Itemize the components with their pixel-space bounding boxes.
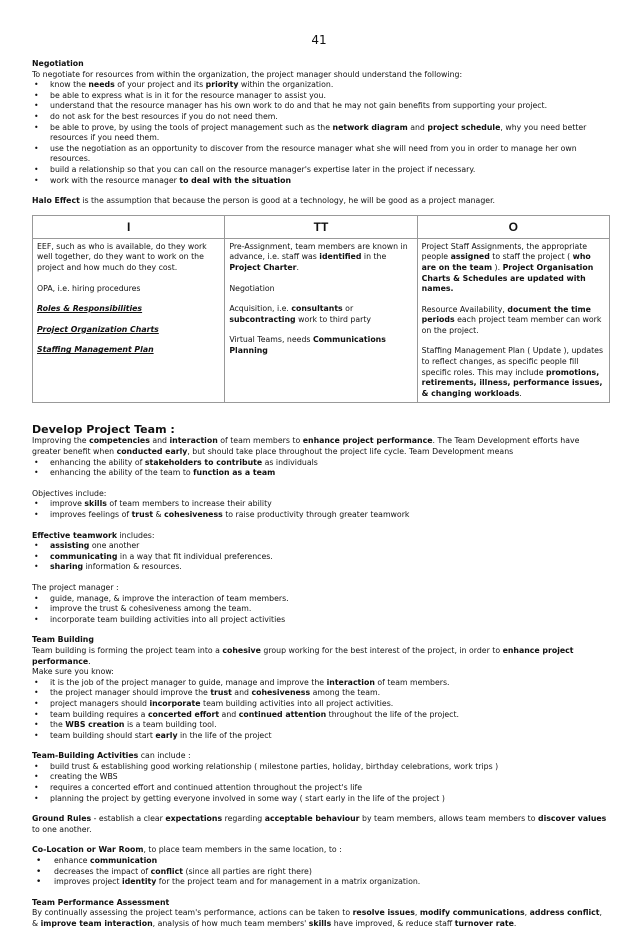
text-run: project managers should [50, 698, 150, 708]
cell-paragraph [229, 242, 412, 274]
list-item [32, 772, 610, 783]
text-run: or [342, 304, 354, 314]
text-run: the project manager should improve the [50, 688, 211, 698]
text-run: assigned [450, 252, 490, 262]
text-run: work to third party [295, 314, 372, 324]
objectives-list [32, 499, 610, 520]
list-item [32, 144, 610, 165]
text-run: . [513, 919, 517, 928]
text-run: . [88, 656, 91, 666]
text-run: guide, manage, & improve the interaction of team members. [50, 593, 289, 603]
list-item [32, 699, 610, 710]
make-sure-label: Make sure you know: [32, 667, 114, 677]
text-run: conducted early [116, 447, 188, 457]
table-header-inputs: I [33, 215, 225, 238]
text-run: turnover rate [454, 919, 514, 928]
text-run: concerted effort [147, 709, 220, 719]
negotiation-intro: To negotiate for resources from within the organization, the project manager should understand the following: [32, 69, 463, 79]
text-run: incorporate team building activities into all project activities [50, 614, 286, 624]
list-item [32, 123, 610, 144]
text-run: of team members. [374, 677, 450, 687]
text-run: , why you need better resources if you need them. [50, 122, 587, 143]
text-run: communication [89, 856, 158, 866]
text-run: Team-Building Activities [32, 751, 139, 761]
co-location-label [32, 845, 610, 856]
text-run: , analysis of how much team members' [152, 919, 309, 928]
text-run: . The Team Development efforts have greater benefit when [32, 436, 580, 457]
negotiation-list [32, 80, 610, 186]
text-run: , to place team members in the same location, to : [143, 845, 342, 855]
text-run: By continually assessing the project team's performance, actions can be taken to [32, 908, 353, 918]
text-run: who are on the team [421, 252, 591, 272]
text-run: it is the job of the project manager to guide, manage and improve the [50, 677, 327, 687]
text-run: Effective teamwork [32, 530, 118, 540]
list-item [32, 101, 610, 112]
ground-rules-paragraph [32, 814, 610, 835]
text-run: of team members to [217, 436, 303, 446]
cell-paragraph [37, 325, 220, 336]
text-run: of team members to increase their ability [106, 499, 272, 509]
text-run: trust [210, 688, 232, 698]
team-performance-heading: Team Performance Assessment [32, 897, 170, 907]
objectives-label: Objectives include: [32, 488, 107, 498]
project-manager-list [32, 594, 610, 626]
cell-paragraph [422, 242, 605, 295]
list-item [32, 783, 610, 794]
text-run: & [153, 510, 165, 519]
text-run: and [231, 688, 252, 698]
list-item [32, 499, 610, 510]
list-item [32, 678, 610, 689]
text-run: improves feelings of [50, 510, 132, 519]
develop-team-heading: Develop Project Team : [32, 423, 175, 437]
text-run: (since all parties are right there) [182, 866, 312, 876]
cell-paragraph [37, 345, 220, 356]
text-run: address conflict [529, 908, 600, 918]
text-run: OPA, i.e. hiring procedures [37, 283, 141, 293]
text-run: Halo Effect [32, 196, 80, 206]
list-item [32, 510, 610, 521]
table-header-tools: TT [225, 215, 417, 238]
text-run: incorporate [149, 698, 201, 708]
list-item [32, 112, 610, 123]
text-run: - establish a clear [91, 814, 166, 824]
team-building-activities-label [32, 751, 610, 762]
text-run: decreases the impact of [54, 866, 151, 876]
text-run: Ground Rules [32, 814, 92, 824]
text-run: continued attention [238, 709, 327, 719]
list-item [32, 80, 610, 91]
cell-paragraph [37, 242, 220, 274]
text-run: enhancing the ability of the team to [50, 468, 194, 478]
text-run: to staff the project ( [489, 252, 573, 262]
list-item [32, 762, 610, 773]
text-run: each project team member can work on the project. [421, 315, 602, 335]
list-item [32, 710, 610, 721]
develop-team-intro [32, 436, 610, 457]
text-run: stakeholders to contribute [144, 457, 263, 467]
text-run: within the organization. [238, 80, 334, 90]
text-run: planning the project by getting everyone involved in some way ( start early in the life of the project ) [50, 793, 445, 803]
text-run: conflict [150, 866, 183, 876]
cell-paragraph [229, 304, 412, 325]
list-item [32, 720, 610, 731]
text-run: Communications Planning [229, 335, 386, 355]
text-run: Project Organisation Charts & Schedules are updated with names. [421, 262, 594, 294]
text-run: use the negotiation as an opportunity to discover from the resource manager what she will need from you in order to manage her own resources. [50, 143, 577, 164]
text-run: one another [89, 541, 140, 551]
text-run: document the time periods [421, 304, 591, 325]
text-run: team building requires a [50, 709, 148, 719]
text-run: improve the trust & cohesiveness among the team. [50, 604, 252, 614]
project-manager-label: The project manager : [32, 582, 119, 592]
text-run: build a relationship so that you can call on the resource manager's expertise later in the project if necessary. [50, 164, 476, 174]
text-run: enhance [54, 856, 90, 866]
list-item [32, 552, 610, 563]
team-building-intro [32, 646, 610, 667]
text-run: Negotiation [229, 283, 275, 293]
text-run: of your project and its [114, 80, 206, 90]
text-run: identity [122, 877, 157, 887]
negotiation-heading: Negotiation [32, 59, 84, 68]
text-run: to one another. [32, 824, 92, 834]
text-run: in a way that fit individual preferences. [117, 551, 273, 561]
list-item [32, 594, 610, 605]
list-item [32, 541, 610, 552]
text-run: team building activities into all project activities. [200, 698, 394, 708]
team-performance-paragraph [32, 908, 610, 929]
text-run: interaction [326, 677, 375, 687]
text-run: regarding [222, 814, 265, 824]
text-run: discover values [538, 814, 607, 824]
text-run: by team members, allows team members to [359, 814, 538, 824]
text-run: EEF, such as who is available, do they work well together, do they want to work on the project and how much do they cost. [37, 241, 207, 272]
text-run: and [149, 436, 170, 446]
text-run: early [155, 730, 178, 740]
text-run: in the life of the project [177, 730, 272, 740]
text-run: Project Staff Assignments, the appropriate people [421, 241, 588, 262]
text-run: Improving the [32, 436, 90, 446]
cell-paragraph [37, 304, 220, 315]
text-run: , & [32, 908, 602, 928]
text-run: as individuals [262, 457, 318, 467]
cell-paragraph [229, 335, 412, 356]
list-item [32, 458, 610, 469]
text-run: improves project [54, 877, 123, 887]
text-run: cohesive [222, 645, 261, 655]
list-item [32, 562, 610, 573]
text-run: , but should take place throughout the project life cycle. Team Development means [187, 447, 514, 457]
text-run: have improved, & reduce staff [331, 919, 455, 928]
text-run: is a team building tool. [124, 720, 217, 730]
text-run: Project Charter [229, 262, 297, 272]
ito-table [32, 215, 610, 404]
cell-paragraph [229, 284, 412, 295]
list-item [32, 468, 610, 479]
text-run: understand that the resource manager has his own work to do and that he may not gain benefits from supporting your project. [50, 101, 548, 111]
text-run: trust [131, 510, 154, 519]
text-run: consultants [291, 304, 343, 314]
team-building-activities-list [32, 762, 610, 804]
list-item [32, 877, 610, 888]
text-run: function as a team [193, 468, 276, 478]
cell-paragraph [422, 346, 605, 399]
text-run: sharing [50, 562, 84, 572]
text-run: project schedule [427, 122, 501, 132]
text-run: to deal with the situation [179, 175, 291, 185]
team-development-list [32, 458, 610, 479]
text-run: skills [84, 499, 107, 509]
text-run: information & resources. [83, 562, 182, 572]
text-run: build trust & establishing good working relationship ( milestone parties, holiday, birthday celebrations, work trips ) [50, 761, 499, 771]
text-run: for the project team and for management in a matrix organization. [156, 877, 421, 887]
table-cell-tools [225, 238, 417, 403]
text-run: Staffing Management Plan ( Update ), updates to reflect changes, as specific people fill specific roles. This may include [421, 346, 604, 377]
text-run: to raise productivity through greater teamwork [222, 510, 410, 519]
cell-paragraph [422, 305, 605, 337]
table-cell-outputs [417, 238, 609, 403]
effective-teamwork-list [32, 541, 610, 573]
text-run: assisting [50, 541, 90, 551]
text-run: Project Organization Charts [37, 324, 159, 334]
text-run: promotions, retirements, illness, performance issues, & changing workloads [421, 367, 603, 398]
text-run: modify communications [419, 908, 525, 918]
text-run: includes: [117, 530, 155, 540]
text-run: interaction [169, 436, 218, 446]
text-run: , [414, 908, 420, 918]
list-item [32, 615, 610, 626]
text-run: , [524, 908, 530, 918]
cell-paragraph [37, 284, 220, 295]
text-run: team building should start [50, 730, 156, 740]
page-number: 41 [311, 33, 327, 47]
text-run: group working for the best interest of the project, in order to [260, 645, 503, 655]
text-run: priority [205, 80, 239, 90]
text-run: know the [50, 80, 89, 90]
text-run: improve team interaction [40, 919, 153, 928]
text-run: competencies [89, 436, 150, 446]
page-content [32, 59, 610, 930]
text-run: requires a concerted effort and continued attention throughout the project's life [50, 783, 363, 793]
list-item [32, 794, 610, 805]
halo-effect-paragraph [32, 196, 610, 207]
effective-teamwork-label [32, 531, 610, 542]
list-item [32, 176, 610, 187]
text-run: network diagram [332, 122, 408, 132]
text-run: . [519, 388, 522, 398]
list-item [32, 604, 610, 615]
team-building-heading: Team Building [32, 635, 94, 645]
text-run: ). [492, 262, 503, 272]
text-run: cohesiveness [251, 688, 311, 698]
co-location-list [32, 856, 610, 888]
text-run: enhancing the ability of [50, 457, 145, 467]
text-run: and [407, 122, 428, 132]
text-run: identified [319, 252, 362, 262]
text-run: improve [50, 499, 85, 509]
text-run: communicating [50, 551, 118, 561]
text-run: in the [361, 252, 387, 262]
text-run: skills [308, 919, 332, 928]
text-run: resolve issues [352, 908, 415, 918]
text-run: among the team. [310, 688, 381, 698]
list-item [32, 165, 610, 176]
text-run: Co-Location or War Room [32, 845, 144, 855]
text-run: expectations [165, 814, 223, 824]
text-run: be able to express what is in it for the resource manager to assist you. [50, 90, 326, 100]
text-run: Pre-Assignment, team members are known in advance, i.e. staff was [229, 241, 408, 262]
text-run: creating the WBS [50, 772, 118, 782]
text-run: throughout the life of the project. [326, 709, 459, 719]
team-building-list [32, 678, 610, 742]
text-run: can include : [138, 751, 191, 761]
table-header-outputs: O [417, 215, 609, 238]
text-run: Resource Availability, [421, 304, 508, 314]
text-run: cohesiveness [164, 510, 223, 519]
text-run: enhance project performance [302, 436, 433, 446]
text-run: enhance project performance [32, 645, 574, 666]
text-run: needs [88, 80, 115, 90]
text-run: Team building is forming the project team into a [32, 645, 223, 655]
text-run: is the assumption that because the person is good at a technology, he will be good as a project manager. [79, 196, 496, 206]
text-run: Acquisition, i.e. [229, 304, 292, 314]
text-run: be able to prove, by using the tools of project management such as the [50, 122, 333, 132]
list-item [32, 91, 610, 102]
text-run: and [219, 709, 239, 719]
list-item [32, 856, 610, 867]
list-item [32, 731, 610, 742]
text-run: . [296, 262, 299, 272]
list-item [32, 688, 610, 699]
text-run: Roles & Responsibilities [37, 304, 143, 314]
text-run: Virtual Teams, needs [229, 335, 313, 345]
text-run: the [50, 720, 66, 730]
text-run: do not ask for the best resources if you do not need them. [50, 111, 278, 121]
table-cell-inputs [33, 238, 225, 403]
text-run: WBS creation [65, 720, 125, 730]
text-run: acceptable behaviour [264, 814, 360, 824]
list-item [32, 867, 610, 878]
text-run: work with the resource manager [50, 175, 180, 185]
text-run: Staffing Management Plan [37, 345, 154, 355]
text-run: subcontracting [229, 314, 296, 324]
